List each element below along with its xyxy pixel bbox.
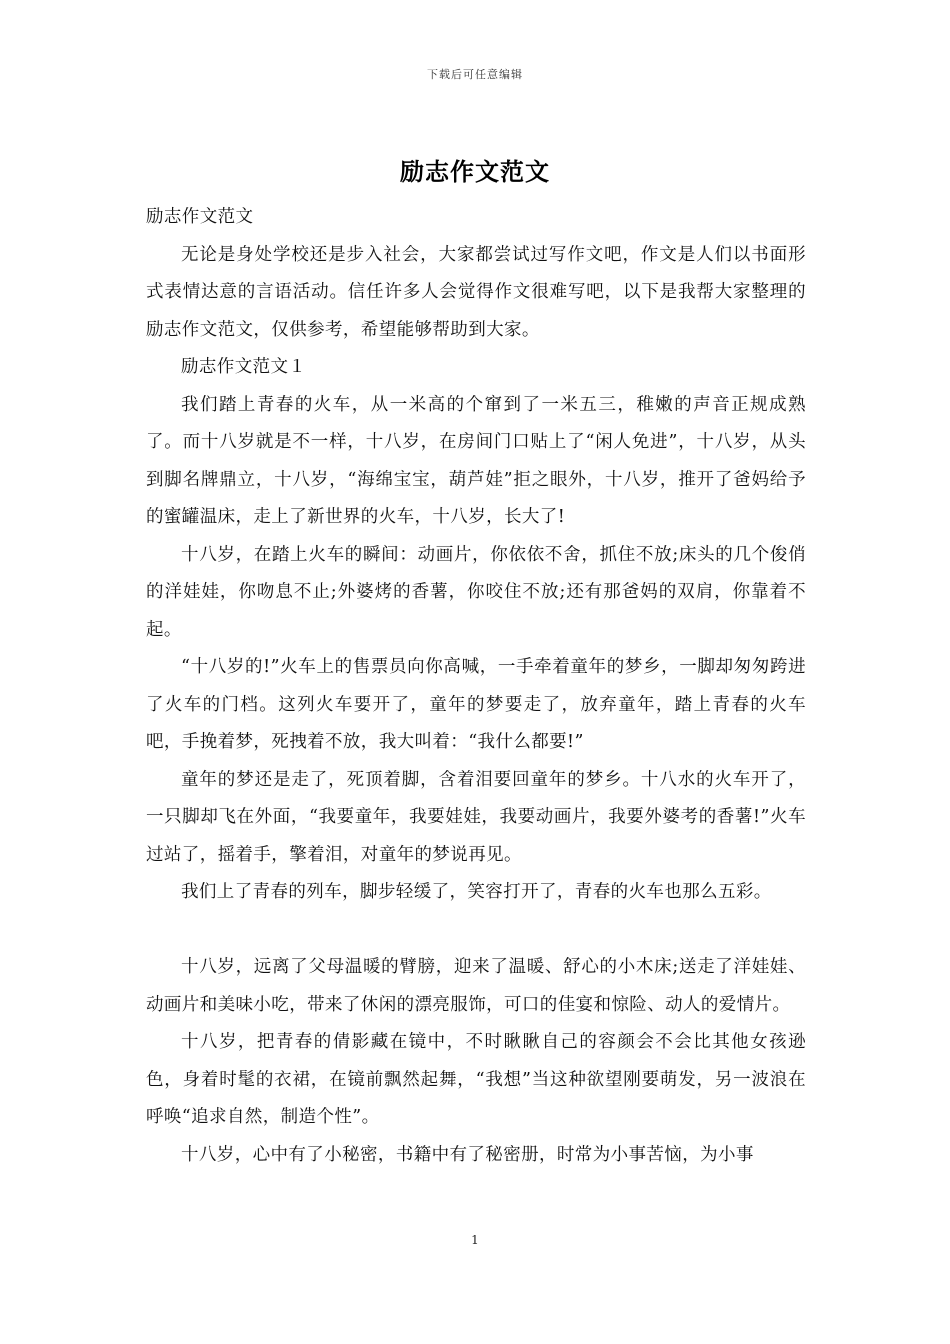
section-heading: 励志作文范文１ bbox=[181, 357, 307, 377]
page-number: 1 bbox=[471, 1233, 479, 1247]
body-paragraph: 十八岁，心中有了小秘密，书籍中有了秘密册，时常为小事苦恼，为小事 bbox=[181, 1144, 754, 1165]
intro-paragraph: 无论是身处学校还是步入社会，大家都尝试过写作文吧，作文是人们以书面形式表情达意的言语活动。信任许多人会觉得作文很难写吧，以下是我帮大家整理的励志作文范文，仅供参考，希望能够帮助到大家。 bbox=[146, 244, 806, 340]
document-body bbox=[146, 199, 806, 1174]
document-subtitle: 励志作文范文 bbox=[146, 207, 254, 227]
body-paragraph: 我们踏上青春的火车，从一米高的个窜到了一米五三，稚嫩的声音正规成熟了。而十八岁就是不一样，十八岁，在房间门口贴上了“闲人免进”，十八岁，从头到脚名牌鼎立，十八岁，“海绵宝宝，葫芦娃”拒之眼外，十八岁，推开了爸妈给予的蜜罐温床，走上了新世界的火车，十八岁，长大了! bbox=[146, 394, 806, 527]
body-paragraph: 十八岁，在踏上火车的瞬间：动画片，你依依不舍，抓住不放;床头的几个俊俏的洋娃娃，你吻息不止;外婆烤的香薯，你咬住不放;还有那爸妈的双肩，你靠着不起。 bbox=[146, 544, 806, 640]
page-header-note: 下载后可任意编辑 bbox=[427, 68, 523, 81]
body-paragraph: 十八岁，远离了父母温暖的臂膀，迎来了温暖、舒心的小木床;送走了洋娃娃、动画片和美味小吃，带来了休闲的漂亮服饰，可口的佳宴和惊险、动人的爱情片。 bbox=[146, 957, 806, 1015]
document-title: 励志作文范文 bbox=[400, 157, 550, 186]
body-paragraph: “十八岁的!”火车上的售票员向你高喊，一手牵着童年的梦乡，一脚却匆匆跨进了火车的门档。这列火车要开了，童年的梦要走了，放弃童年，踏上青春的火车吧，手挽着梦，死拽着不放，我大叫着：“我什么都要!” bbox=[146, 657, 806, 752]
body-paragraph: 我们上了青春的列车，脚步轻缓了，笑容打开了，青春的火车也那么五彩。 bbox=[181, 882, 772, 902]
paragraph-spacer bbox=[146, 912, 806, 950]
body-paragraph: 十八岁，把青春的倩影藏在镜中，不时瞅瞅自己的容颜会不会比其他女孩逊色，身着时髦的衣裙，在镜前飘然起舞，“我想”当这种欲望刚要萌发，另一波浪在呼唤“追求自然，制造个性”。 bbox=[146, 1032, 806, 1127]
body-paragraph: 童年的梦还是走了，死顶着脚，含着泪要回童年的梦乡。十八水的火车开了，一只脚却飞在外面，“我要童年，我要娃娃，我要动画片，我要外婆考的香薯!”火车过站了，摇着手，擎着泪，对童年的梦说再见。 bbox=[146, 769, 806, 865]
